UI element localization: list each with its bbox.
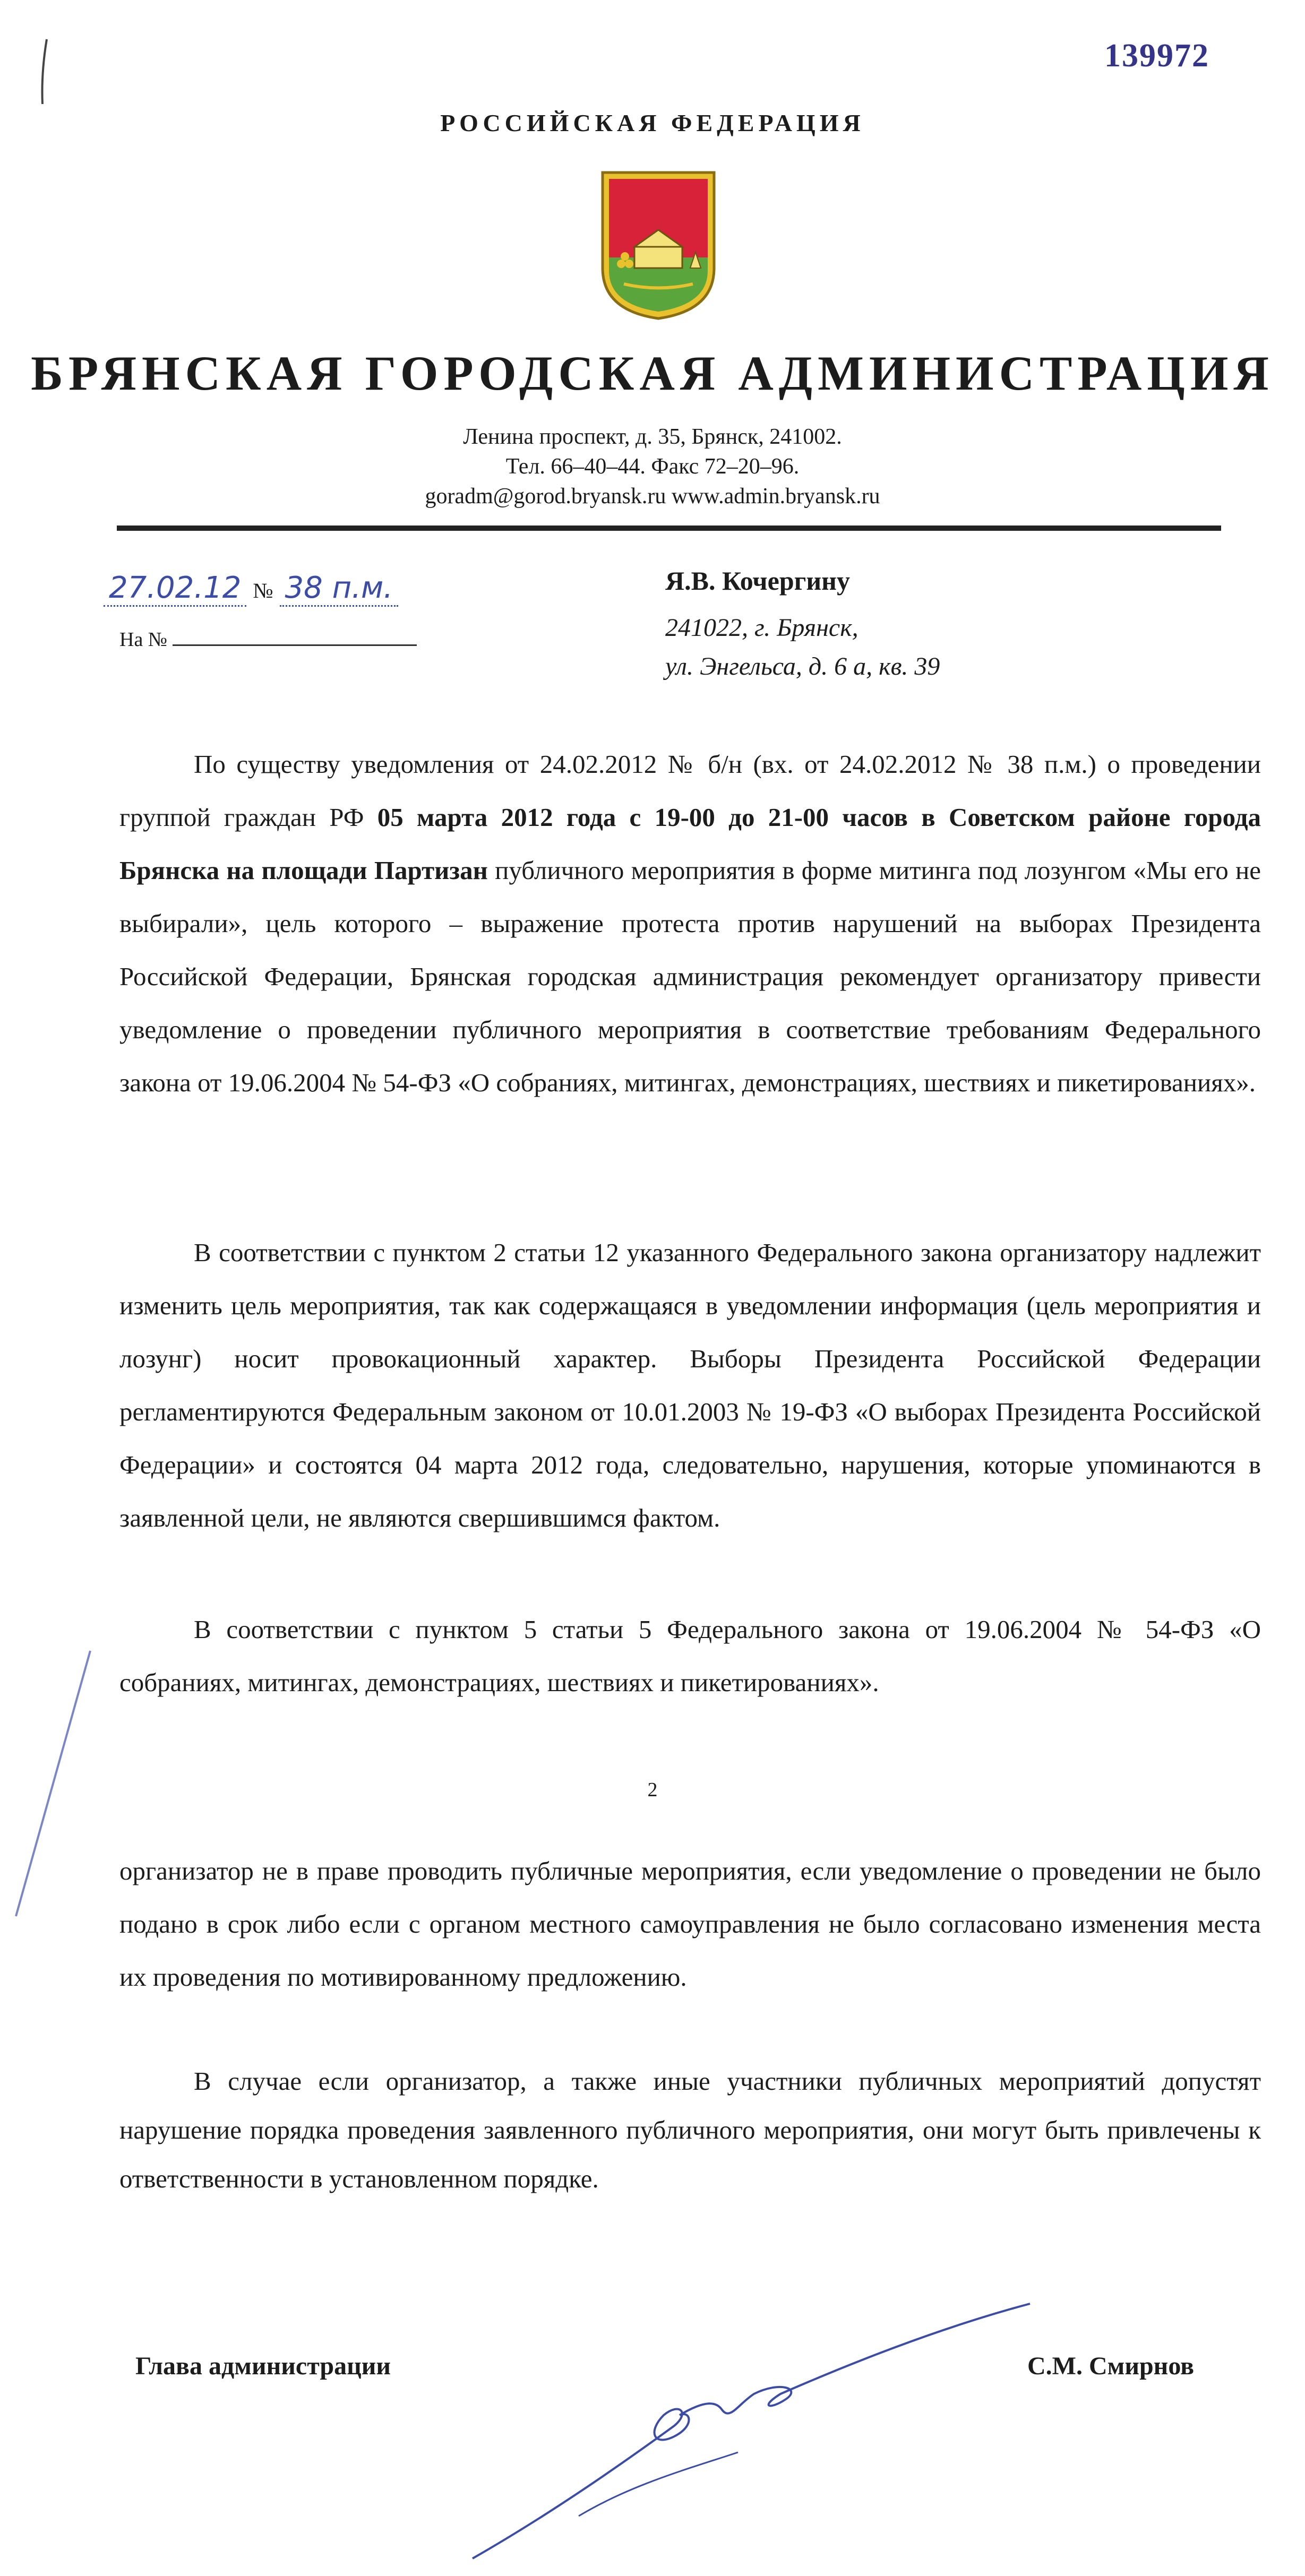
outgoing-date-number <box>104 571 398 605</box>
header-divider <box>117 525 1221 531</box>
pencil-margin-mark <box>37 37 53 106</box>
recipient-address-line: 241022, г. Брянск, <box>665 614 858 642</box>
email-web-line: goradm@gorod.bryansk.ru www.admin.bryansk.ru <box>425 484 880 509</box>
paragraph-text: По существу уведомления от 24.02.2012 № б/н (вх. от 24.02.2012 № 38 п.м.) о проведении группой граждан РФ <box>119 749 1261 832</box>
body-paragraph: организатор не в праве проводить публичные мероприятия, если уведомление о проведении не было подано в срок либо если с органом местного самоуправления не было согласовано изменения места их проведения по мотивированному предложению. <box>119 1856 1261 1992</box>
body-paragraph: В соответствии с пунктом 2 статьи 12 указанного Федерального закона организатору надлежит изменить цель мероприятия, так как содержащаяся в уведомлении информация (цель мероприятия и лозунг) носит провокационный характер. Выборы Президента Российской Федерации регламентируются Федеральным законом от 10.01.2003 № 19-ФЗ «О выборах Президента Российской Федерации» и состоятся 04 марта 2012 года, следовательно, нарушения, которые упоминаются в заявленной цели, не являются свершившимся фактом. <box>119 1238 1261 1532</box>
country-heading: РОССИЙСКАЯ ФЕДЕРАЦИЯ <box>440 109 865 136</box>
handwritten-date: 27.02.12 <box>104 571 246 607</box>
registration-number: 139972 <box>1104 38 1209 74</box>
number-sign: № <box>253 579 273 602</box>
reference-line <box>119 628 417 651</box>
signatory-title: Глава администрации <box>135 2352 391 2380</box>
organization-title: БРЯНСКАЯ ГОРОДСКАЯ АДМИНИСТРАЦИЯ <box>31 346 1274 400</box>
body-paragraph: В случае если организатор, а также иные участники публичных мероприятий допустят нарушение порядка проведения заявленного публичного мероприятия, они могут быть привлечены к ответственности в установленном порядке. <box>119 2066 1261 2193</box>
phone-fax-line: Тел. 66–40–44. Факс 72–20–96. <box>505 454 800 479</box>
address-line: Ленина проспект, д. 35, Брянск, 241002. <box>463 425 842 449</box>
handwritten-number: 38 п.м. <box>280 571 399 607</box>
page-number: 2 <box>647 1779 658 1801</box>
body-paragraph: В соответствии с пунктом 5 статьи 5 Федерального закона от 19.06.2004 № 54-ФЗ «О собраниях, митингах, демонстрациях, шествиях и пикетированиях». <box>119 1615 1261 1697</box>
margin-pen-stroke <box>11 1645 96 1922</box>
handwritten-signature <box>441 2293 1041 2569</box>
signatory-name: С.М. Смирнов <box>1027 2352 1195 2380</box>
body-paragraph <box>119 738 1261 1109</box>
coat-of-arms-icon <box>597 167 719 321</box>
reference-blank <box>173 644 417 646</box>
recipient-name: Я.В. Кочергину <box>665 566 850 596</box>
reference-label: На № <box>119 628 168 651</box>
recipient-address-line: ул. Энгельса, д. 6 а, кв. 39 <box>665 652 940 680</box>
paragraph-bold-text: 05 марта 2012 года с 19-00 до 21-00 часов в Советском районе города Брянска на площади Партизан <box>119 803 1261 885</box>
paragraph-text: публичного мероприятия в форме митинга под лозунгом «Мы его не выбирали», цель которого – выражение протеста против нарушений на выборах Президента Российской Федерации, Брянская городская администрация рекомендует организатору привести уведомление о проведении публичного мероприятия в соответствие требованиям Федерального закона от 19.06.2004 № 54-ФЗ «О собраниях, митингах, демонстрациях, шествиях и пикетированиях». <box>119 856 1261 1097</box>
